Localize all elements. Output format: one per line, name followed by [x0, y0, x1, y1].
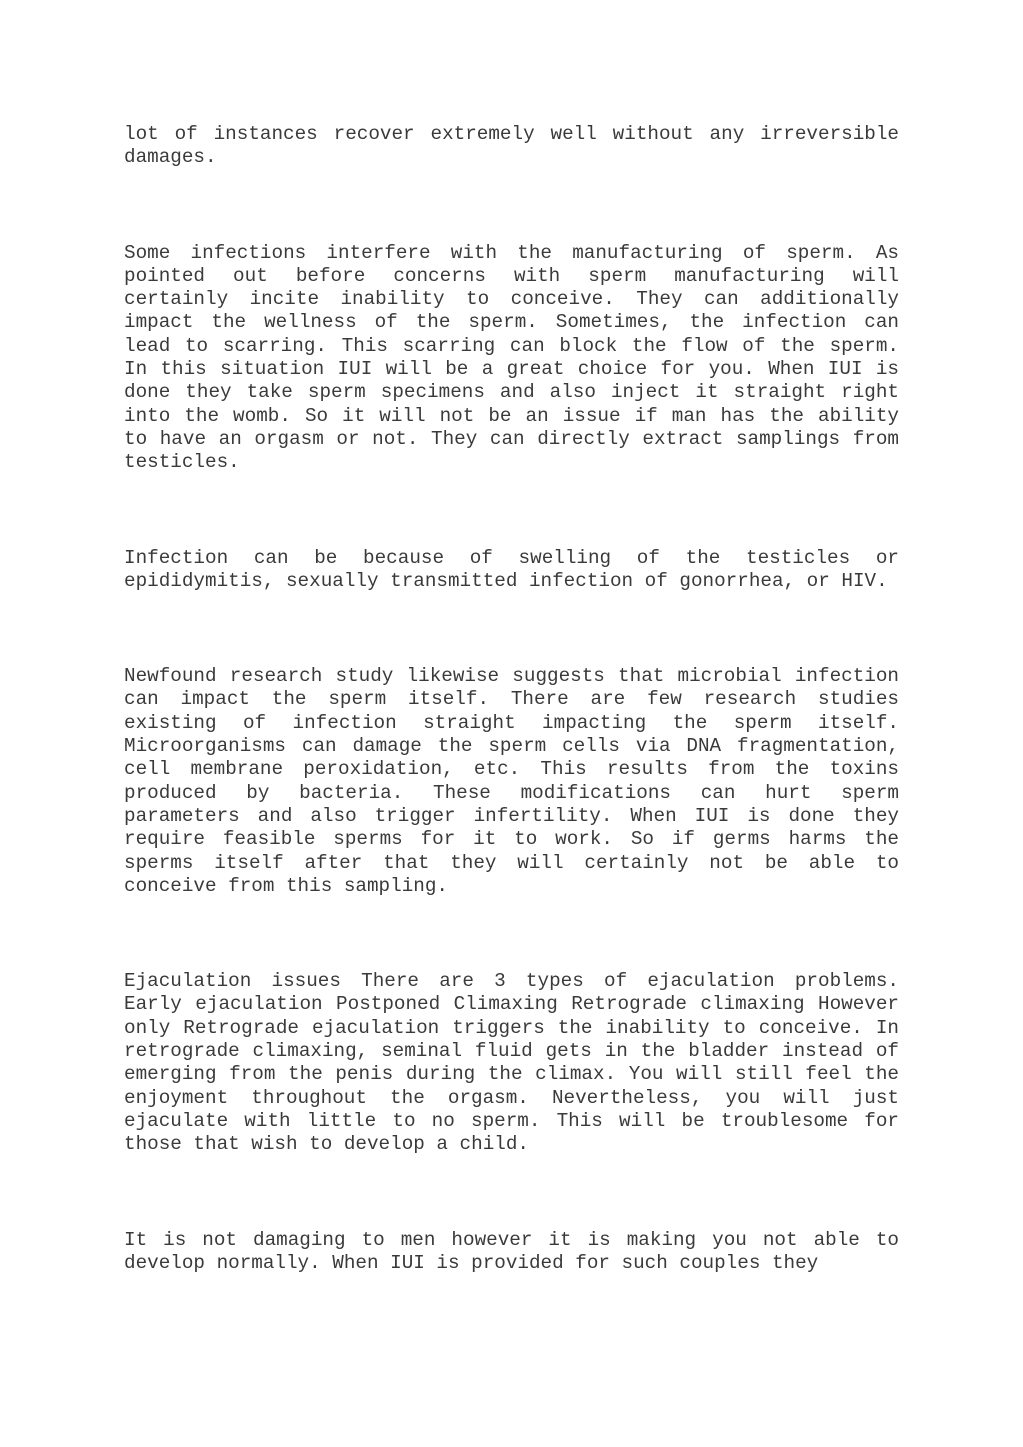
text-column [124, 123, 899, 1275]
paragraph-5: Ejaculation issues There are 3 types of ejaculation problems. Early ejaculation Postponed Climaxing Retrograde climaxing However only Retrograde ejaculation triggers the inability to conceive. In retrograde climaxing, seminal fluid gets in the bladder instead of emerging from the penis during the climax. You will still feel the enjoyment throughout the orgasm. Nevertheless, you will just ejaculate with little to no sperm. This will be troublesome for those that wish to develop a child. [124, 970, 899, 1156]
paragraph-2: Some infections interfere with the manufacturing of sperm. As pointed out before concerns with sperm manufacturing will certainly incite inability to conceive. They can additionally impact the wellness of the sperm. Sometimes, the infection can lead to scarring. This scarring can block the flow of the sperm. In this situation IUI will be a great choice for you. When IUI is done they take sperm specimens and also inject it straight right into the womb. So it will not be an issue if man has the ability to have an orgasm or not. They can directly extract samplings from testicles. [124, 241, 899, 474]
paragraph-3: Infection can be because of swelling of the testicles or epididymitis, sexually transmitted infection of gonorrhea, or HIV. [124, 546, 899, 592]
paragraph-4: Newfound research study likewise suggests that microbial infection can impact the sperm itself. There are few research studies existing of infection straight impacting the sperm itself. Microorganisms can damage the sperm cells via DNA fragmentation, cell membrane peroxidation, etc. This results from the toxins produced by bacteria. These modifications can hurt sperm parameters and also trigger infertility. When IUI is done they require feasible sperms for it to work. So if germs harms the sperms itself after that they will certainly not be able to conceive from this sampling. [124, 665, 899, 897]
paragraph-6: It is not damaging to men however it is making you not able to develop normally. When IUI is provided for such couples they [124, 1228, 899, 1274]
paragraph-1: lot of instances recover extremely well without any irreversible damages. [124, 123, 899, 169]
